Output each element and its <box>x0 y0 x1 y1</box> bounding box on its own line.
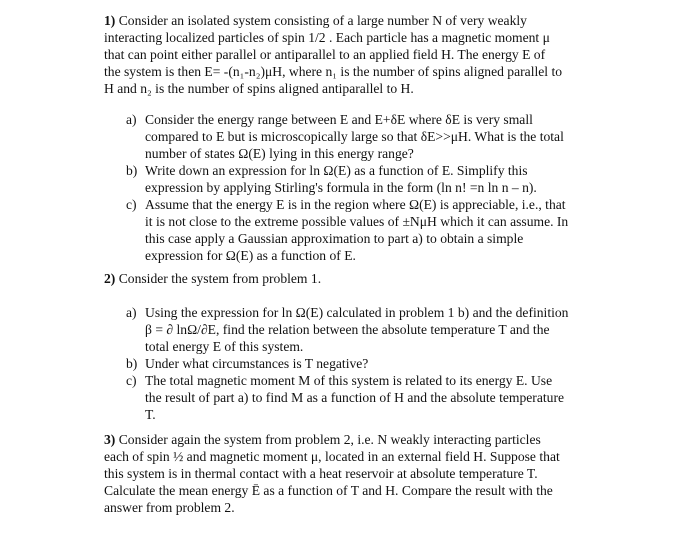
part-line: expression by applying Stirling's formula in the form (ln n! =n ln n – n). <box>145 180 537 195</box>
part-line: Using the expression for ln Ω(E) calculated in problem 1 b) and the definition <box>145 305 569 320</box>
part-label: c) <box>126 373 137 388</box>
problem-1-line: H and n₂ is the number of spins aligned antiparallel to H. <box>104 81 414 96</box>
part-line: Assume that the energy E is in the region where Ω(E) is appreciable, i.e., that <box>145 197 566 212</box>
part-label: a) <box>126 305 137 320</box>
problem-1-part-b <box>126 162 606 196</box>
part-line: Write down an expression for ln Ω(E) as a function of E. Simplify this <box>145 163 528 178</box>
problem-1-number: 1) <box>104 13 116 28</box>
problem-2-number: 2) <box>104 271 116 286</box>
part-line: expression for Ω(E) as a function of E. <box>145 248 356 263</box>
problem-3-line: each of spin ½ and magnetic moment μ, located in an external field H. Suppose that <box>104 449 560 464</box>
problem-3-line: answer from problem 2. <box>104 500 235 515</box>
problem-1-parts <box>126 111 606 264</box>
part-line: The total magnetic moment M of this system is related to its energy E. Use <box>145 373 553 388</box>
problem-2-part-c <box>126 372 606 423</box>
problem-2-line: Consider the system from problem 1. <box>118 271 322 286</box>
part-line: total energy E of this system. <box>145 339 304 354</box>
problem-1-line: interacting localized particles of spin 1/2 . Each particle has a magnetic moment μ <box>104 30 550 45</box>
part-line: β = ∂ lnΩ/∂E, find the relation between the absolute temperature T and the <box>145 322 550 337</box>
problem-3-line: Calculate the mean energy Ē as a function of T and H. Compare the result with the <box>104 483 553 498</box>
part-label: b) <box>126 356 138 371</box>
problem-3-statement <box>104 431 604 516</box>
part-line: this case apply a Gaussian approximation to part a) to obtain a simple <box>145 231 524 246</box>
part-label: a) <box>126 112 137 127</box>
part-line: Consider the energy range between E and E+δE where δE is very small <box>145 112 533 127</box>
problem-1-part-a <box>126 111 606 162</box>
problem-1-line: Consider an isolated system consisting of a large number N of very weakly <box>118 13 527 28</box>
problem-1-statement <box>104 12 604 97</box>
problem-3-line: Consider again the system from problem 2, i.e. N weakly interacting particles <box>118 432 541 447</box>
problem-1-part-c <box>126 196 606 264</box>
problem-1-line: the system is then E= -(n₁-n₂)μH, where n₁ is the number of spins aligned parallel to <box>104 64 563 79</box>
part-line: compared to E but is microscopically large so that δE>>μH. What is the total <box>145 129 564 144</box>
part-label: b) <box>126 163 138 178</box>
problem-2-part-a <box>126 304 606 355</box>
part-line: T. <box>145 407 156 422</box>
problem-1-line: that can point either parallel or antiparallel to an applied field H. The energy E of <box>104 47 546 62</box>
part-label: c) <box>126 197 137 212</box>
problem-3-number: 3) <box>104 432 116 447</box>
part-line: number of states Ω(E) lying in this energy range? <box>145 146 414 161</box>
part-line: Under what circumstances is T negative? <box>145 356 369 371</box>
problem-2-part-b <box>126 355 606 372</box>
problem-2-parts <box>126 304 606 423</box>
problem-2-statement <box>104 270 604 287</box>
part-line: the result of part a) to find M as a function of H and the absolute temperature <box>145 390 565 405</box>
part-line: it is not close to the extreme possible values of ±NμH which it can assume. In <box>145 214 569 229</box>
problem-3-line: this system is in thermal contact with a heat reservoir at absolute temperature T. <box>104 466 538 481</box>
